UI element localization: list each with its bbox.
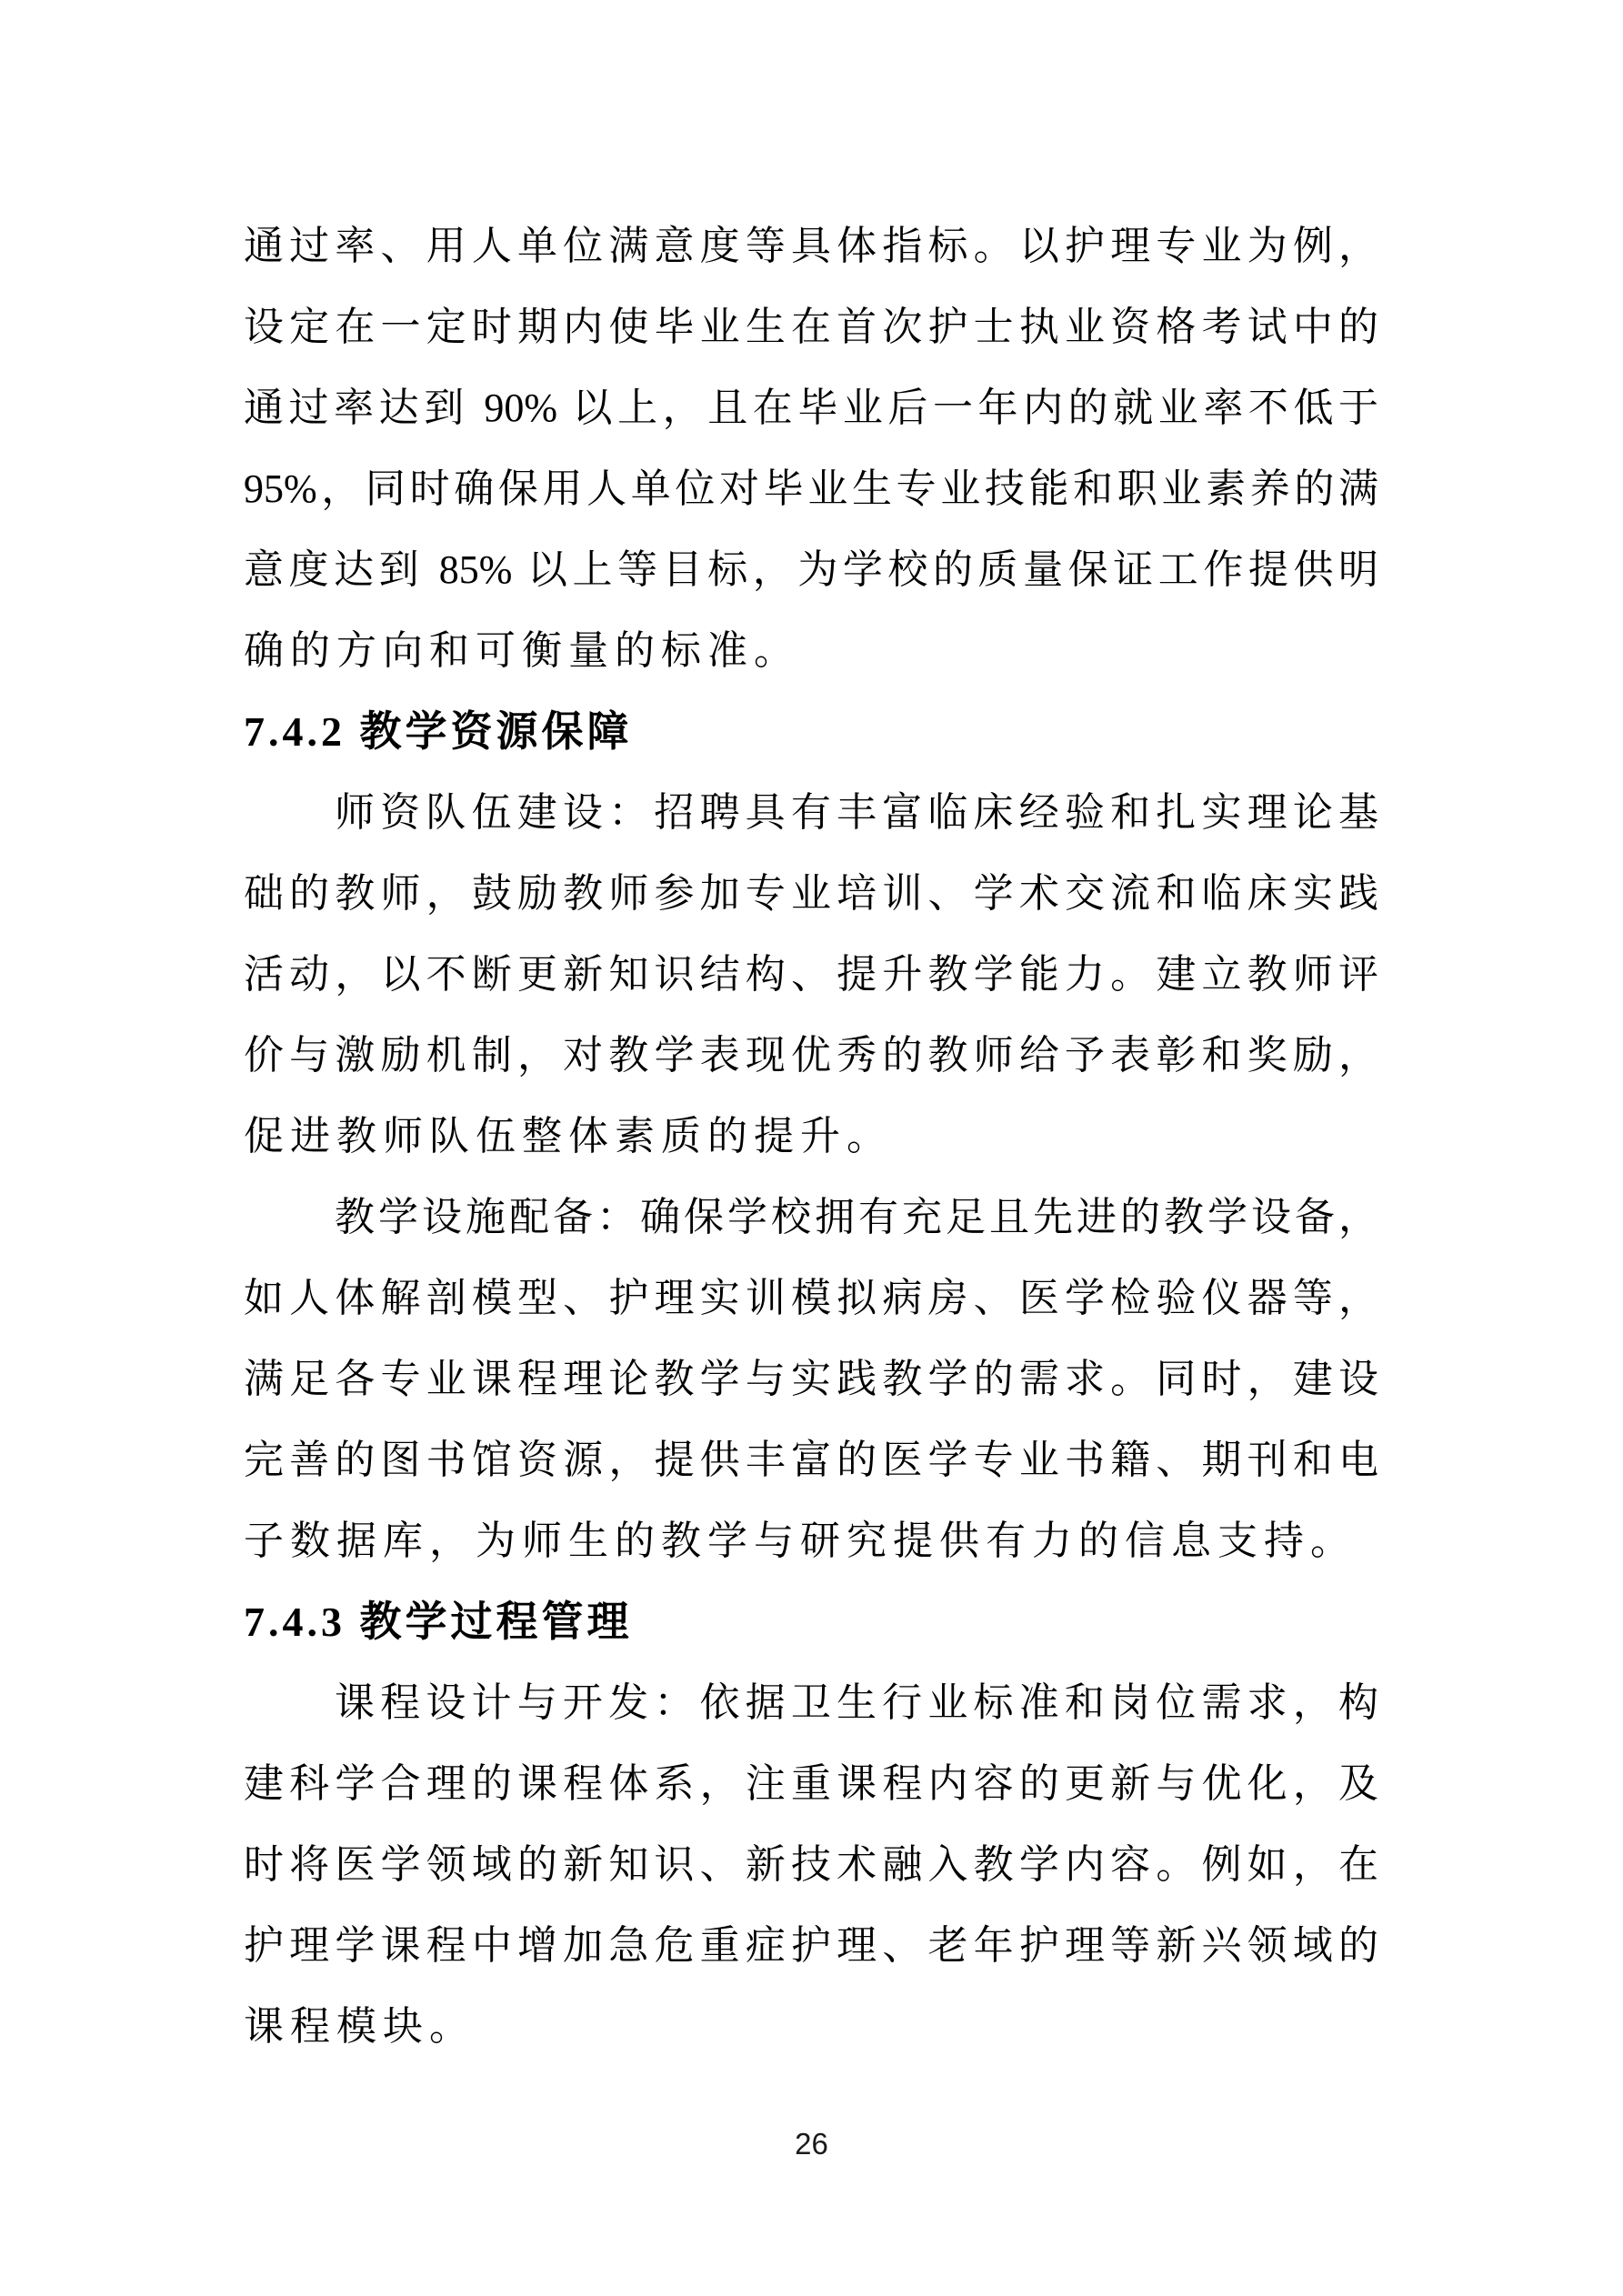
- paragraph-course-design: [244, 1662, 1378, 2067]
- text-line: 教学设施配备：确保学校拥有充足且先进的教学设备，: [335, 1195, 1378, 1239]
- text-line: 护理学课程中增加急危重症护理、老年护理等新兴领域的: [244, 1923, 1378, 1968]
- text-line: 课程设计与开发：依据卫生行业标准和岗位需求，构: [335, 1680, 1378, 1725]
- text-line: 础的教师，鼓励教师参加专业培训、学术交流和临床实践: [244, 871, 1378, 916]
- text-line: 通过率、用人单位满意度等具体指标。以护理专业为例，: [244, 224, 1378, 268]
- text-line: 满足各专业课程理论教学与实践教学的需求。同时，建设: [244, 1357, 1378, 1401]
- text-line: 课程模块。: [244, 2004, 476, 2049]
- text-line: 确的方向和可衡量的标准。: [244, 628, 800, 673]
- text-line: 完善的图书馆资源，提供丰富的医学专业书籍、期刊和电: [244, 1438, 1378, 1482]
- text-line: 时将医学领域的新知识、新技术融入教学内容。例如，在: [244, 1842, 1378, 1887]
- text-line: 通过率达到 90% 以上，且在毕业后一年内的就业率不低于: [244, 386, 1378, 430]
- paragraph-teacher-team: [244, 772, 1378, 1177]
- text-line: 设定在一定时期内使毕业生在首次护士执业资格考试中的: [244, 305, 1378, 349]
- page-number: 26: [795, 2127, 828, 2161]
- text-line: 建科学合理的课程体系，注重课程内容的更新与优化，及: [244, 1761, 1378, 1806]
- text-line: 促进教师队伍整体素质的提升。: [244, 1114, 893, 1158]
- text-line: 意度达到 85% 以上等目标，为学校的质量保证工作提供明: [244, 547, 1378, 592]
- section-heading-742: 7.4.2 教学资源保障: [244, 708, 633, 755]
- document-content: [244, 206, 1378, 2067]
- text-line: 子数据库，为师生的教学与研究提供有力的信息支持。: [244, 1519, 1357, 1563]
- text-line: 95%，同时确保用人单位对毕业生专业技能和职业素养的满: [244, 466, 1378, 511]
- text-line: 价与激励机制，对教学表现优秀的教师给予表彰和奖励，: [244, 1033, 1378, 1078]
- text-line: 如人体解剖模型、护理实训模拟病房、医学检验仪器等，: [244, 1276, 1378, 1320]
- section-heading-743: 7.4.3 教学过程管理: [244, 1599, 633, 1645]
- paragraph-teaching-facilities: [244, 1177, 1378, 1581]
- paragraph-continuation: [244, 206, 1378, 691]
- text-line: 师资队伍建设：招聘具有丰富临床经验和扎实理论基: [335, 790, 1378, 835]
- text-line: 活动，以不断更新知识结构、提升教学能力。建立教师评: [244, 952, 1378, 997]
